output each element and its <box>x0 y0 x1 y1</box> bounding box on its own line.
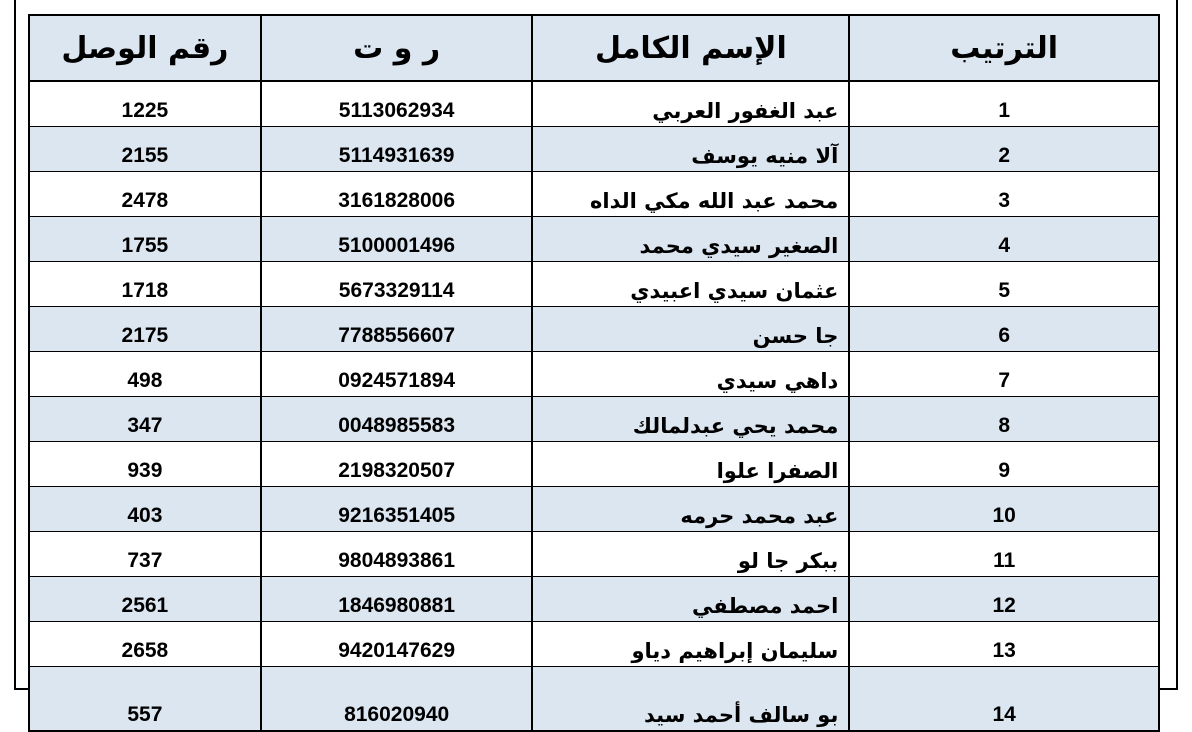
table-row <box>29 81 1159 127</box>
header-full-name: الإسم الكامل <box>532 15 849 81</box>
full-name-cell: آلا منيه يوسف <box>532 127 849 172</box>
number-cell: 5113062934 <box>261 81 533 127</box>
receipt-number-cell: 939 <box>29 442 261 487</box>
full-name-cell: محمد يحي عبدلمالك <box>532 397 849 442</box>
receipt-number-cell: 347 <box>29 397 261 442</box>
rank-cell: 9 <box>849 442 1159 487</box>
rank-cell: 5 <box>849 262 1159 307</box>
number-cell: 0924571894 <box>261 352 533 397</box>
rank-cell: 2 <box>849 127 1159 172</box>
rank-cell: 7 <box>849 352 1159 397</box>
number-cell: 5673329114 <box>261 262 533 307</box>
table-row <box>29 217 1159 262</box>
header-receipt-number: رقم الوصل <box>29 15 261 81</box>
table-row <box>29 127 1159 172</box>
table-body <box>29 81 1159 731</box>
header-number: ر و ت <box>261 15 533 81</box>
number-cell: 7788556607 <box>261 307 533 352</box>
full-name-cell: محمد عبد الله مكي الداه <box>532 172 849 217</box>
table-row <box>29 442 1159 487</box>
table-row <box>29 352 1159 397</box>
table-row <box>29 532 1159 577</box>
number-cell: 816020940 <box>261 667 533 732</box>
rank-cell: 4 <box>849 217 1159 262</box>
full-name-cell: سليمان إبراهيم دياو <box>532 622 849 667</box>
full-name-cell: احمد مصطفي <box>532 577 849 622</box>
receipt-number-cell: 2155 <box>29 127 261 172</box>
number-cell: 5114931639 <box>261 127 533 172</box>
receipt-number-cell: 557 <box>29 667 261 732</box>
number-cell: 3161828006 <box>261 172 533 217</box>
results-table <box>28 14 1160 732</box>
rank-cell: 1 <box>849 81 1159 127</box>
number-cell: 9804893861 <box>261 532 533 577</box>
full-name-cell: عبد الغفور العربي <box>532 81 849 127</box>
receipt-number-cell: 1718 <box>29 262 261 307</box>
number-cell: 9216351405 <box>261 487 533 532</box>
rank-cell: 11 <box>849 532 1159 577</box>
full-name-cell: ببكر جا لو <box>532 532 849 577</box>
number-cell: 5100001496 <box>261 217 533 262</box>
rank-cell: 14 <box>849 667 1159 732</box>
rank-cell: 6 <box>849 307 1159 352</box>
receipt-number-cell: 2658 <box>29 622 261 667</box>
receipt-number-cell: 1755 <box>29 217 261 262</box>
receipt-number-cell: 498 <box>29 352 261 397</box>
receipt-number-cell: 403 <box>29 487 261 532</box>
receipt-number-cell: 737 <box>29 532 261 577</box>
full-name-cell: داهي سيدي <box>532 352 849 397</box>
table-row <box>29 307 1159 352</box>
table-row <box>29 487 1159 532</box>
receipt-number-cell: 2561 <box>29 577 261 622</box>
rank-cell: 10 <box>849 487 1159 532</box>
number-cell: 1846980881 <box>261 577 533 622</box>
rank-cell: 12 <box>849 577 1159 622</box>
rank-cell: 8 <box>849 397 1159 442</box>
table-row <box>29 622 1159 667</box>
receipt-number-cell: 2175 <box>29 307 261 352</box>
full-name-cell: جا حسن <box>532 307 849 352</box>
table-row <box>29 577 1159 622</box>
number-cell: 2198320507 <box>261 442 533 487</box>
number-cell: 9420147629 <box>261 622 533 667</box>
receipt-number-cell: 2478 <box>29 172 261 217</box>
table-row <box>29 397 1159 442</box>
table-row <box>29 172 1159 217</box>
rank-cell: 13 <box>849 622 1159 667</box>
header-rank: الترتيب <box>849 15 1159 81</box>
full-name-cell: بو سالف أحمد سيد <box>532 667 849 732</box>
receipt-number-cell: 1225 <box>29 81 261 127</box>
header-row <box>29 15 1159 81</box>
full-name-cell: عثمان سيدي اعبيدي <box>532 262 849 307</box>
full-name-cell: الصفرا علوا <box>532 442 849 487</box>
full-name-cell: عبد محمد حرمه <box>532 487 849 532</box>
table-row <box>29 262 1159 307</box>
full-name-cell: الصغير سيدي محمد <box>532 217 849 262</box>
rank-cell: 3 <box>849 172 1159 217</box>
number-cell: 0048985583 <box>261 397 533 442</box>
table-row <box>29 667 1159 732</box>
